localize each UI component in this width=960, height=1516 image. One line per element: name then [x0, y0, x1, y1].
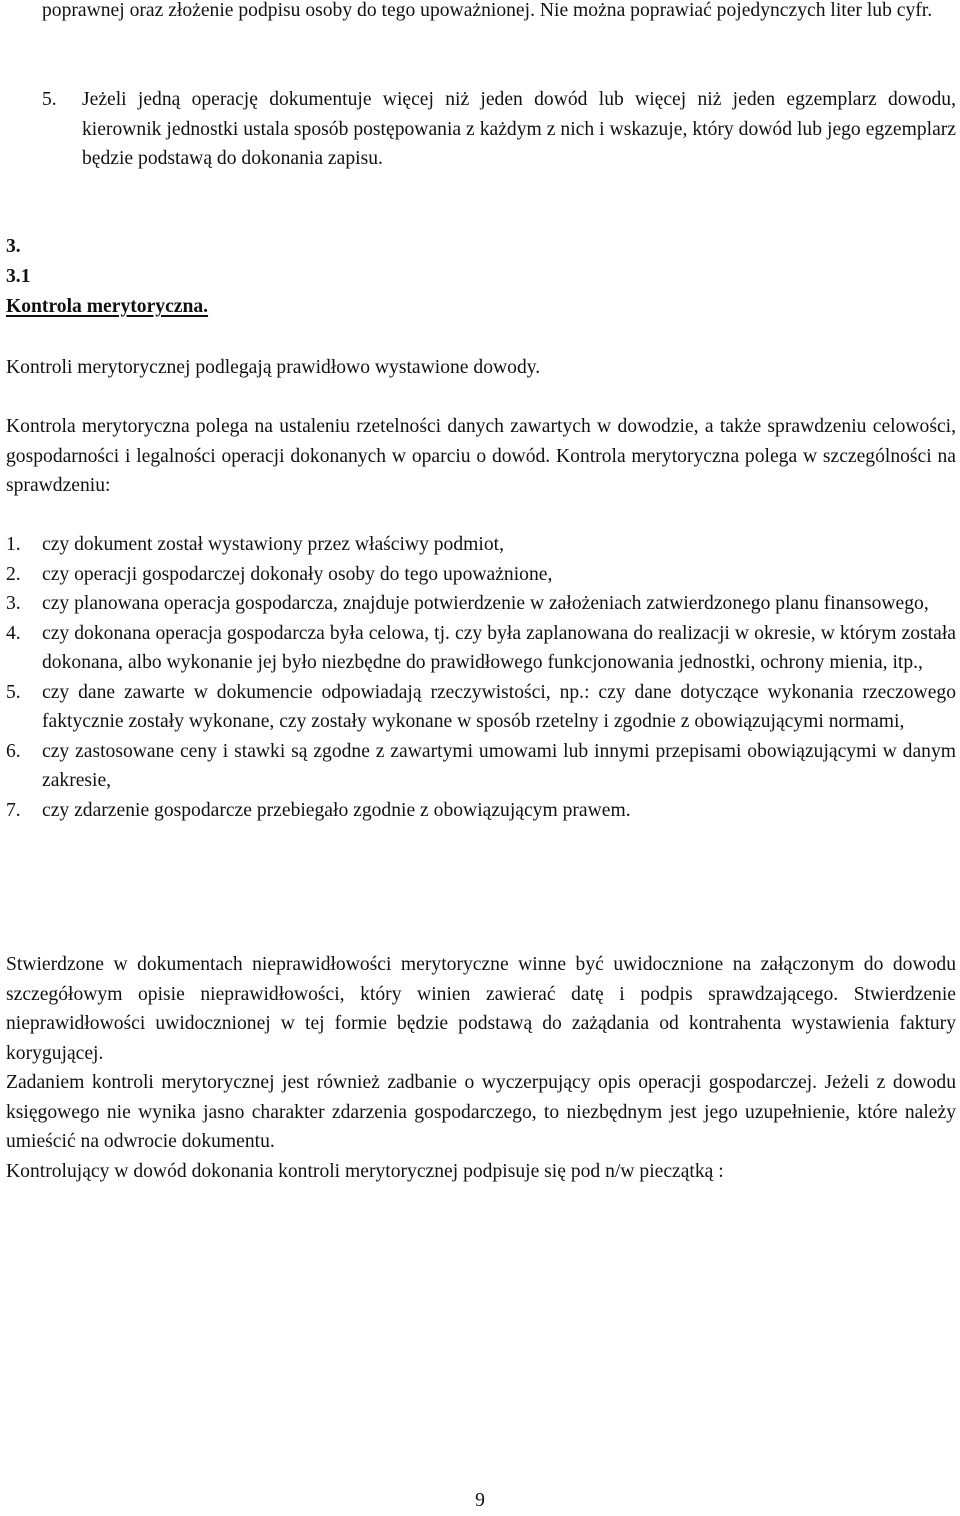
section-number: 3.: [6, 236, 21, 257]
list-item: [6, 796, 956, 826]
list-item-5-previous-section: [42, 85, 956, 174]
continuation-paragraph: poprawnej oraz złożenie podpisu osoby do tego upoważnionej. Nie można poprawiać pojedynczych liter lub cyfr.: [42, 0, 933, 21]
list-item-text: Jeżeli jedną operację dokumentuje więcej niż jeden dowód lub więcej niż jeden egzemplarz dowodu, kierownik jednostki ustala sposób postępowania z każdym z nich i wskazuje, który dowód lub jego egzemplarz będzie podstawą do dokonania zapisu.: [82, 89, 956, 169]
list-item-text: czy operacji gospodarczej dokonały osoby do tego upoważnione,: [42, 563, 553, 585]
list-item-text: czy zastosowane ceny i stawki są zgodne z zawartymi umowami lub innymi przepisami obowiązującymi w danym zakresie,: [42, 740, 956, 791]
list-item: [6, 737, 956, 796]
list-item: [6, 589, 956, 619]
list-item-number: 4.: [6, 622, 21, 644]
paragraph-irregularities: Stwierdzone w dokumentach nieprawidłowości merytoryczne winne być uwidocznione na załączonym do dowodu szczegółowym opisie nieprawidłowości, który winien zawierać datę i podpis sprawdzającego. Stwierdzenie nieprawidłowości uwidocznionej w tej formie będzie podstawą do zażądania od kontrahenta wystawienia faktury korygującej.: [6, 954, 956, 1064]
list-item-number: 6.: [6, 740, 21, 762]
list-item-text: czy dokument został wystawiony przez właściwy podmiot,: [42, 534, 504, 555]
list-item-number: 3.: [6, 593, 21, 614]
list-item: [6, 619, 956, 678]
list-item: [6, 560, 956, 590]
list-item-number: 1.: [6, 534, 21, 555]
section-title: Kontrola merytoryczna.: [6, 296, 209, 317]
list-item-text: czy zdarzenie gospodarcze przebiegało zgodnie z obowiązującym prawem.: [42, 799, 631, 821]
list-item: [6, 678, 956, 737]
list-item-text: czy planowana operacja gospodarcza, znajduje potwierdzenie w założeniach zatwierdzonego planu finansowego,: [42, 593, 929, 614]
list-item-number: 5.: [42, 89, 57, 110]
paragraph-signature-note: Kontrolujący w dowód dokonania kontroli merytorycznej podpisuje się pod n/w pieczątką :: [6, 1161, 724, 1182]
checklist: [6, 530, 956, 825]
list-item-text: czy dane zawarte w dokumencie odpowiadają rzeczywistości, np.: czy dane dotyczące wykonania rzeczowego faktycznie zostały wykonane, czy zostały wykonane w sposób rzetelny i zgodnie z obowiązującymi normami,: [42, 681, 956, 732]
list-item-number: 5.: [6, 681, 21, 703]
page-number: 9: [475, 1490, 485, 1511]
list-item-number: 2.: [6, 563, 21, 585]
paragraph-intro: Kontroli merytorycznej podlegają prawidłowo wystawione dowody.: [6, 357, 541, 378]
subsection-number: 3.1: [6, 266, 31, 287]
paragraph-description-task: Zadaniem kontroli merytorycznej jest również zadbanie o wyczerpujący opis operacji gospodarczej. Jeżeli z dowodu księgowego nie wynika jasno charakter zdarzenia gospodarczego, to niezbędnym jest jego uzupełnienie, które należy umieścić na odwrocie dokumentu.: [6, 1072, 956, 1152]
paragraph-definition: Kontrola merytoryczna polega na ustaleniu rzetelności danych zawartych w dowodzie, a także sprawdzeniu celowości, gospodarności i legalności operacji dokonanych w oparciu o dowód. Kontrola merytoryczna polega w szczególności na sprawdzeniu:: [6, 416, 956, 496]
list-item-number: 7.: [6, 799, 21, 821]
list-item-text: czy dokonana operacja gospodarcza była celowa, tj. czy była zaplanowana do realizacji w okresie, w którym została dokonana, albo wykonanie jej było niezbędne do prawidłowego funkcjonowania jednostki, ochrony mienia, itp.,: [42, 622, 956, 673]
list-item: [6, 530, 956, 560]
